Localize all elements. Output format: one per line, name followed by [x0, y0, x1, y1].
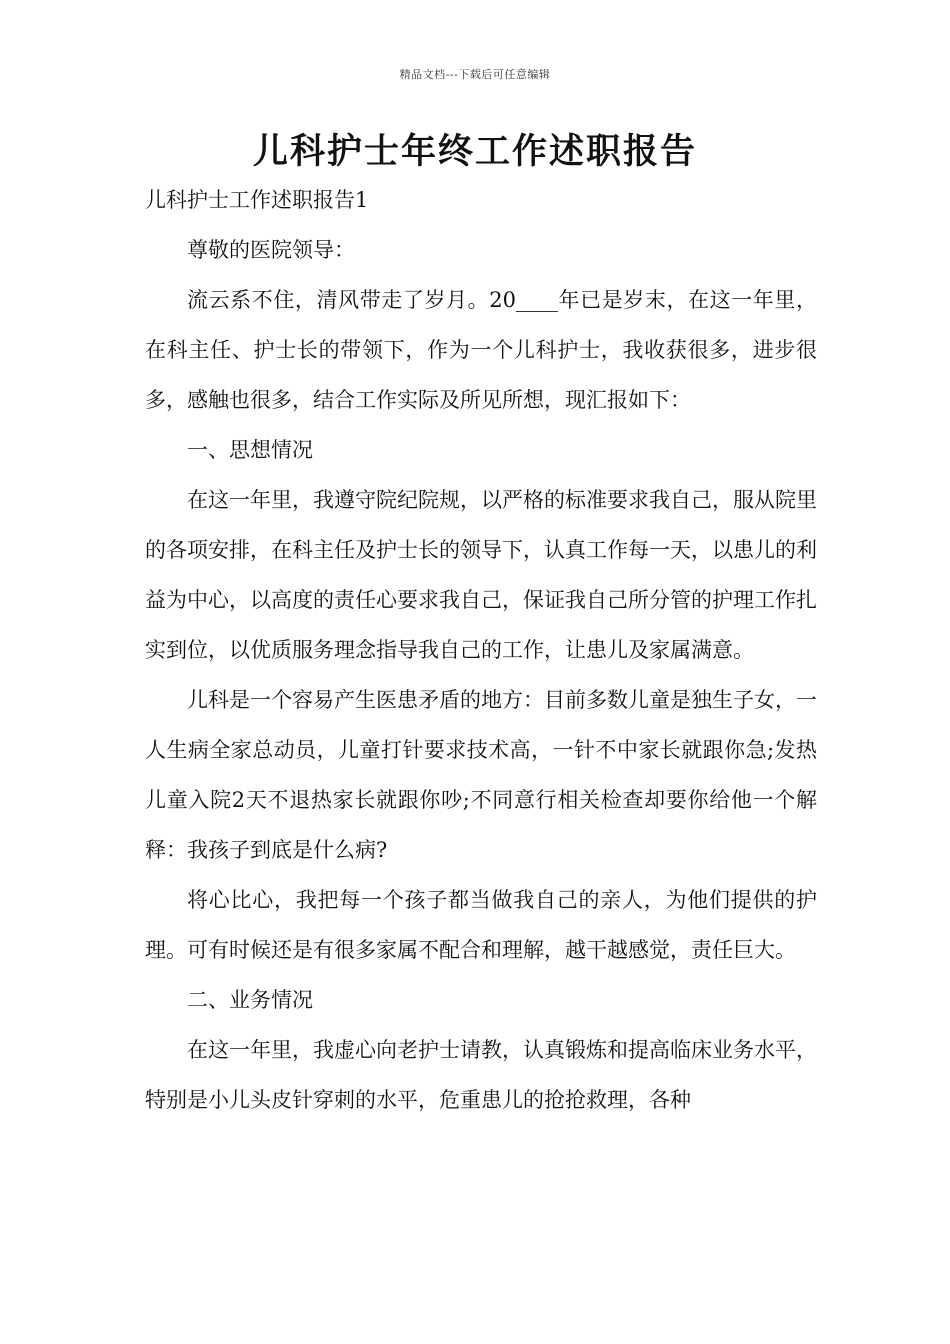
document-subtitle: 儿科护士工作述职报告1	[145, 188, 369, 212]
paragraph-pediatrics: 儿科是一个容易产生医患矛盾的地方：目前多数儿童是独生子女，一人生病全家总动员，儿童打针要求技术高，一针不中家长就跟你急;发热儿童入院2天不退热家长就跟你吵;不同意行相关检查却要你给他一个解释：我孩子到底是什么病?	[145, 688, 817, 862]
paragraph-work: 在这一年里，我虚心向老护士请教，认真锻炼和提高临床业务水平，特别是小儿头皮针穿刺的水平，危重患儿的抢抢救理，各种	[145, 1038, 817, 1112]
header-note: 精品文档---下载后可任意编辑	[399, 68, 551, 81]
paragraph-intro: 流云系不住，清风带走了岁月。20____年已是岁末，在这一年里，在科主任、护士长的带领下，作为一个儿科护士，我收获很多，进步很多，感触也很多，结合工作实际及所见所想，现汇报如下：	[145, 288, 817, 412]
document-title: 儿科护士年终工作述职报告	[252, 131, 697, 172]
paragraph-thoughts: 在这一年里，我遵守院纪院规，以严格的标准要求我自己，服从院里的各项安排，在科主任及护士长的领导下，认真工作每一天，以患儿的利益为中心，以高度的责任心要求我自己，保证我自己所分管的护理工作扎实到位，以优质服务理念指导我自己的工作，让患儿及家属满意。	[145, 488, 817, 662]
section-heading-thoughts: 一、思想情况	[187, 438, 313, 462]
salutation: 尊敬的医院领导：	[187, 238, 355, 262]
section-heading-work: 二、业务情况	[187, 988, 313, 1012]
paragraph-empathy: 将心比心，我把每一个孩子都当做我自己的亲人，为他们提供的护理。可有时候还是有很多家属不配合和理解，越干越感觉，责任巨大。	[145, 888, 817, 962]
document-body	[145, 175, 817, 1125]
